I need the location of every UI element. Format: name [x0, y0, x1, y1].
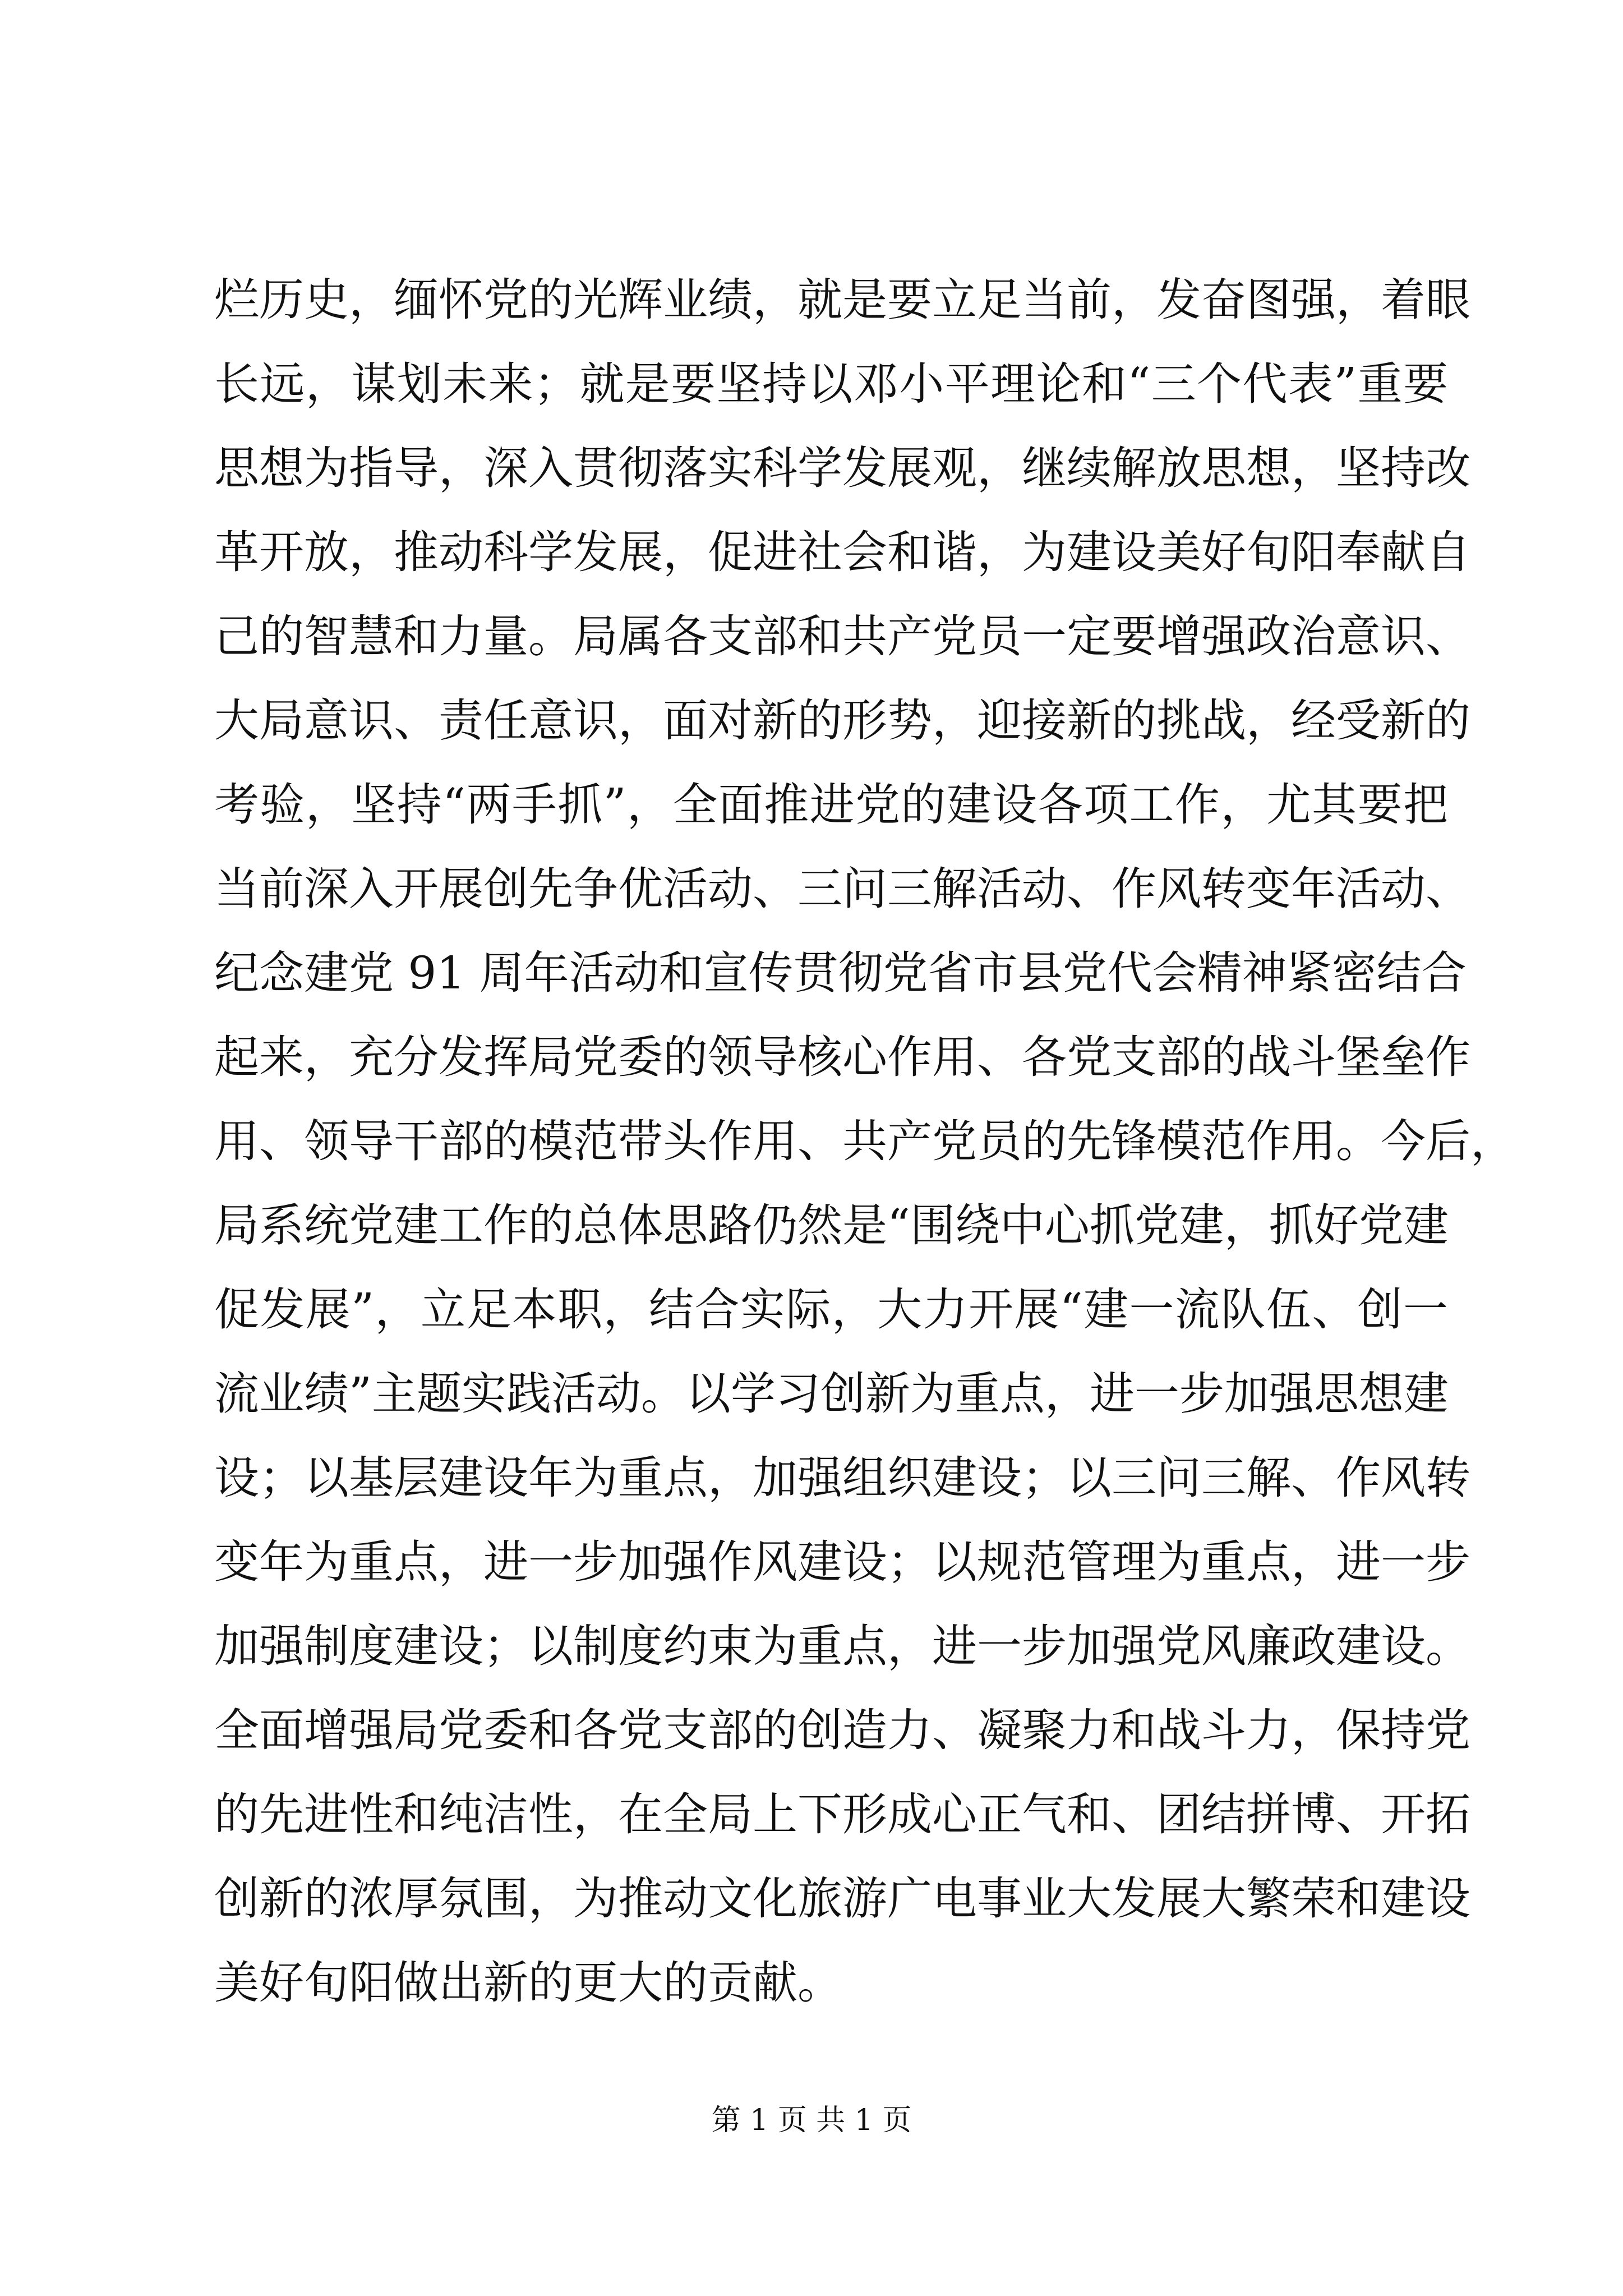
text-line: 长远，谋划未来；就是要坚持以邓小平理论和“三个代表”重要: [214, 358, 1448, 410]
text-line: 流业绩”主题实践活动。以学习创新为重点，进一步加强思想建: [214, 1368, 1449, 1420]
text-line: 己的智慧和力量。局属各支部和共产党员一定要增强政治意识、: [214, 610, 1470, 662]
body-paragraph: [214, 258, 1515, 2025]
text-line: 纪念建党 91 周年活动和宣传贯彻党省市县党代会精神紧密结合: [214, 947, 1467, 999]
text-line: 设；以基层建设年为重点，加强组织建设；以三问三解、作风转: [214, 1452, 1470, 1504]
text-line: 思想为指导，深入贯彻落实科学发展观，继续解放思想，坚持改: [214, 442, 1470, 494]
text-line: 创新的浓厚氛围，为推动文化旅游广电事业大发展大繁荣和建设: [214, 1872, 1470, 1925]
text-line: 考验，坚持“两手抓”，全面推进党的建设各项工作，尤其要把: [214, 779, 1448, 831]
text-line: 促发展”，立足本职，结合实际，大力开展“建一流队伍、创一: [214, 1283, 1448, 1336]
page-footer: 第 1 页 共 1 页: [711, 2104, 912, 2137]
text-line: 局系统党建工作的总体思路仍然是“围绕中心抓党建，抓好党建: [214, 1199, 1449, 1251]
text-line: 美好旬阳做出新的更大的贡献。: [214, 1957, 842, 2009]
text-line: 烂历史，缅怀党的光辉业绩，就是要立足当前，发奋图强，着眼: [214, 274, 1470, 326]
text-line: 起来，充分发挥局党委的领导核心作用、各党支部的战斗堡垒作: [214, 1031, 1470, 1083]
text-line: 变年为重点，进一步加强作风建设；以规范管理为重点，进一步: [214, 1536, 1470, 1588]
text-line: 用、领导干部的模范带头作用、共产党员的先锋模范作用。今后，: [214, 1115, 1515, 1167]
text-line: 的先进性和纯洁性，在全局上下形成心正气和、团结拼博、开拓: [214, 1788, 1470, 1841]
text-line: 大局意识、责任意识，面对新的形势，迎接新的挑战，经受新的: [214, 694, 1470, 747]
text-line: 全面增强局党委和各党支部的创造力、凝聚力和战斗力，保持党: [214, 1704, 1470, 1756]
text-line: 加强制度建设；以制度约束为重点，进一步加强党风廉政建设。: [214, 1620, 1470, 1672]
text-line: 革开放，推动科学发展，促进社会和谐，为建设美好旬阳奉献自: [214, 526, 1470, 578]
text-line: 当前深入开展创先争优活动、三问三解活动、作风转变年活动、: [214, 863, 1470, 915]
